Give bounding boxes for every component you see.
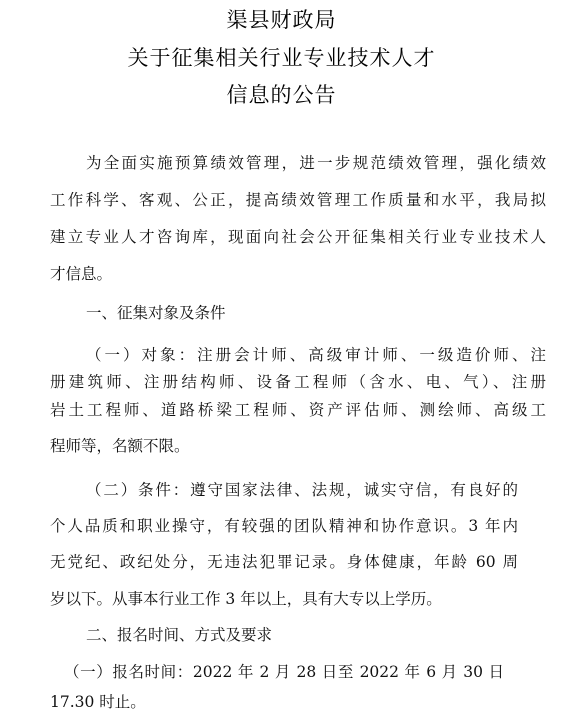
item-3-line-2: 17.30 时止。 <box>50 693 146 711</box>
item-1-line-4: 程师等，名额不限。 <box>50 437 190 455</box>
intro-paragraph-line-2: 工作科学、客观、公正，提高绩效管理工作质量和水平，我局拟 <box>50 191 546 209</box>
item-1-line-2: 册建筑师、注册结构师、设备工程师（含水、电、气）、注册 <box>50 373 546 391</box>
notice-title-line-2: 关于征集相关行业专业技术人才 <box>127 46 436 70</box>
item-2-line-2: 个人品质和职业操守，有较强的团队精神和协作意识。3 年内 <box>50 517 518 535</box>
item-1-line-1: （一）对象：注册会计师、高级审计师、一级造价师、注 <box>86 346 546 364</box>
section-heading-1: 一、征集对象及条件 <box>86 304 226 322</box>
intro-paragraph-line-3: 建立专业人才咨询库，现面向社会公开征集相关行业专业技术人 <box>50 228 546 246</box>
item-1-line-3: 岩土工程师、道路桥梁工程师、资产评估师、测绘师、高级工 <box>50 401 546 419</box>
item-2-line-3: 无党纪、政纪处分，无违法犯罪记录。身体健康，年龄 60 周 <box>50 553 518 571</box>
item-2-line-4: 岁以下。从事本行业工作 3 年以上，具有大专以上学历。 <box>50 590 442 608</box>
intro-paragraph-line-1: 为全面实施预算绩效管理，进一步规范绩效管理，强化绩效 <box>86 154 546 172</box>
item-3-line-1: （一）报名时间：2022 年 2 月 28 日至 2022 年 6 月 30 日 <box>64 663 504 681</box>
item-2-line-1: （二）条件：遵守国家法律、法规，诚实守信，有良好的 <box>86 481 518 499</box>
notice-title-line-3: 信息的公告 <box>226 83 337 107</box>
intro-paragraph-line-4: 才信息。 <box>50 265 113 283</box>
notice-title-line-1: 渠县财政局 <box>226 8 337 32</box>
section-heading-2: 二、报名时间、方式及要求 <box>86 626 273 644</box>
